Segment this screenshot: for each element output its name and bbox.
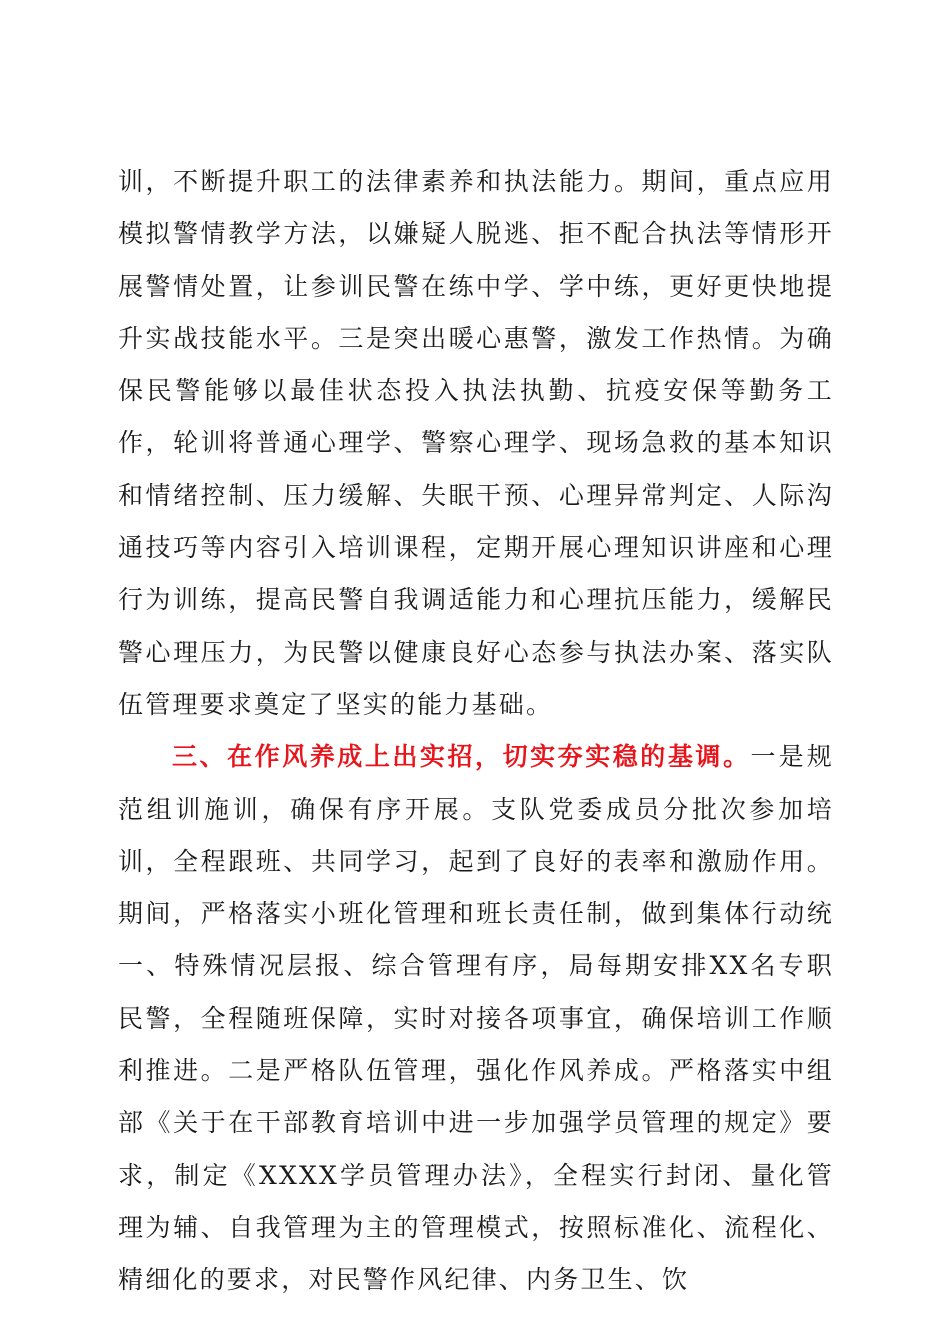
paragraph-continuation: 训，不断提升职工的法律素养和执法能力。期间，重点应用模拟警情教学方法，以嫌疑人脱逃、拒不配合执法等情形开展警情处置，让参训民警在练中学、学中练，更好更快地提升实战技能水平。三是突出暖心惠警，激发工作热情。为确保民警能够以最佳状态投入执法执勤、抗疫安保等勤务工作，轮训将普通心理学、警察心理学、现场急救的基本知识和情绪控制、压力缓解、失眠干预、心理异常判定、人际沟通技巧等内容引入培训课程，定期开展心理知识讲座和心理行为训练，提高民警自我调适能力和心理抗压能力，缓解民警心理压力，为民警以健康良好心态参与执法办案、落实队伍管理要求奠定了坚实的能力基础。	[118, 167, 834, 719]
document-body	[118, 156, 834, 1307]
paragraph-section-3	[118, 731, 834, 1306]
section-heading: 三、在作风养成上出实招，切实夯实稳的基调。	[172, 742, 751, 772]
section-body: 一是规范组训施训，确保有序开展。支队党委成员分批次参加培训，全程跟班、共同学习，起到了良好的表率和激励作用。期间，严格落实小班化管理和班长责任制，做到集体行动统一、特殊情况层报、综合管理有序，局每期安排XX名专职民警，全程随班保障，实时对接各项事宜，确保培训工作顺利推进。二是严格队伍管理，强化作风养成。严格落实中组部《关于在干部教育培训中进一步加强学员管理的规定》要求，制定《XXXX学员管理办法》，全程实行封闭、量化管理为辅、自我管理为主的管理模式，按照标准化、流程化、精细化的要求，对民警作风纪律、内务卫生、饮	[118, 742, 834, 1295]
